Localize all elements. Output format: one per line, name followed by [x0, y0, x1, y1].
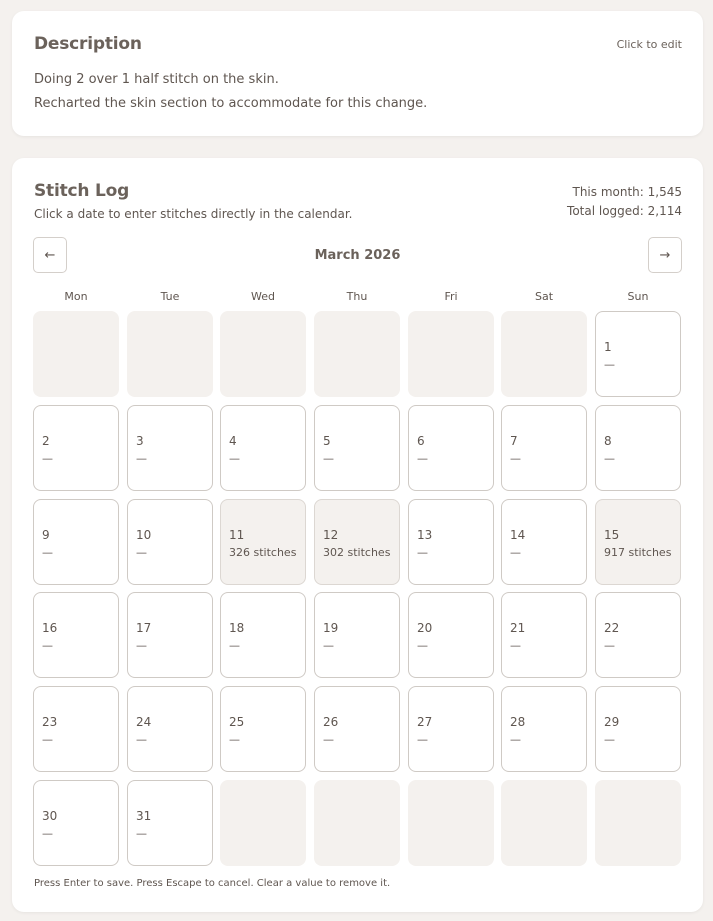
- keyboard-hint: Press Enter to save. Press Escape to cancel. Clear a value to remove it.: [34, 878, 391, 889]
- description-card: [12, 11, 703, 136]
- calendar-day-12[interactable]: [314, 499, 400, 585]
- day-number: 1: [604, 340, 612, 354]
- day-stitch-count: 917 stitches: [604, 546, 672, 559]
- day-number: 11: [229, 528, 245, 542]
- calendar-day-15[interactable]: [595, 499, 681, 585]
- day-stitch-count: —: [323, 452, 334, 465]
- calendar-day-24[interactable]: [127, 686, 213, 772]
- day-stitch-count: —: [229, 452, 240, 465]
- day-number: 24: [136, 715, 152, 729]
- day-stitch-count: —: [136, 827, 147, 840]
- weekday-label-sun: Sun: [627, 290, 649, 303]
- calendar-day-19[interactable]: [314, 592, 400, 678]
- calendar-day-7[interactable]: [501, 405, 587, 491]
- day-number: 21: [510, 621, 526, 635]
- day-number: 25: [229, 715, 245, 729]
- day-number: 18: [229, 621, 245, 635]
- description-text-line: Doing 2 over 1 half stitch on the skin.: [34, 72, 279, 87]
- day-number: 31: [136, 809, 152, 823]
- day-stitch-count: —: [604, 358, 615, 371]
- calendar-day-2[interactable]: [33, 405, 119, 491]
- day-stitch-count: —: [229, 733, 240, 746]
- day-stitch-count: —: [604, 452, 615, 465]
- weekday-label-mon: Mon: [64, 290, 88, 303]
- calendar-day-8[interactable]: [595, 405, 681, 491]
- weekday-label-fri: Fri: [444, 290, 458, 303]
- calendar-day-18[interactable]: [220, 592, 306, 678]
- description-text-line: Recharted the skin section to accommodate for this change.: [34, 96, 428, 111]
- day-stitch-count: —: [136, 546, 147, 559]
- calendar-day-29[interactable]: [595, 686, 681, 772]
- calendar-day-20[interactable]: [408, 592, 494, 678]
- calendar-day-27[interactable]: [408, 686, 494, 772]
- day-number: 29: [604, 715, 620, 729]
- day-number: 3: [136, 434, 144, 448]
- day-number: 13: [417, 528, 433, 542]
- day-stitch-count: —: [604, 639, 615, 652]
- day-stitch-count: —: [510, 733, 521, 746]
- day-number: 17: [136, 621, 152, 635]
- calendar-empty-cell: [314, 311, 400, 397]
- calendar-day-28[interactable]: [501, 686, 587, 772]
- this-month-total: This month: 1,545: [572, 185, 682, 199]
- calendar-day-23[interactable]: [33, 686, 119, 772]
- calendar-empty-cell: [501, 780, 587, 866]
- day-number: 2: [42, 434, 50, 448]
- calendar-empty-cell: [220, 780, 306, 866]
- day-stitch-count: —: [42, 733, 53, 746]
- day-number: 23: [42, 715, 58, 729]
- calendar-day-1[interactable]: [595, 311, 681, 397]
- day-number: 4: [229, 434, 237, 448]
- day-number: 26: [323, 715, 339, 729]
- day-stitch-count: —: [136, 639, 147, 652]
- day-stitch-count: —: [42, 452, 53, 465]
- day-number: 15: [604, 528, 620, 542]
- day-number: 12: [323, 528, 339, 542]
- day-stitch-count: —: [323, 733, 334, 746]
- day-stitch-count: 326 stitches: [229, 546, 297, 559]
- day-number: 14: [510, 528, 526, 542]
- calendar-empty-cell: [314, 780, 400, 866]
- calendar-empty-cell: [501, 311, 587, 397]
- day-stitch-count: —: [604, 733, 615, 746]
- arrow-left-icon: ←: [44, 247, 56, 263]
- weekday-label-sat: Sat: [534, 290, 554, 303]
- description-title: Description: [34, 34, 142, 54]
- day-number: 16: [42, 621, 58, 635]
- day-stitch-count: —: [417, 733, 428, 746]
- click-to-edit-link[interactable]: Click to edit: [616, 38, 682, 51]
- day-stitch-count: —: [510, 546, 521, 559]
- day-number: 8: [604, 434, 612, 448]
- calendar-empty-cell: [408, 311, 494, 397]
- calendar-day-10[interactable]: [127, 499, 213, 585]
- weekday-label-wed: Wed: [251, 290, 275, 303]
- stitch-log-title: Stitch Log: [34, 181, 130, 201]
- calendar-day-26[interactable]: [314, 686, 400, 772]
- calendar-empty-cell: [220, 311, 306, 397]
- day-stitch-count: —: [42, 827, 53, 840]
- calendar-day-9[interactable]: [33, 499, 119, 585]
- stitch-log-subtitle: Click a date to enter stitches directly in the calendar.: [34, 207, 353, 221]
- calendar-day-4[interactable]: [220, 405, 306, 491]
- arrow-right-icon: →: [659, 247, 671, 263]
- day-stitch-count: —: [136, 733, 147, 746]
- day-stitch-count: —: [229, 639, 240, 652]
- day-number: 20: [417, 621, 433, 635]
- calendar-day-17[interactable]: [127, 592, 213, 678]
- total-logged: Total logged: 2,114: [567, 204, 682, 218]
- day-stitch-count: —: [136, 452, 147, 465]
- calendar-day-3[interactable]: [127, 405, 213, 491]
- calendar-day-11[interactable]: [220, 499, 306, 585]
- day-number: 9: [42, 528, 50, 542]
- stitch-log-card: [12, 158, 703, 912]
- next-month-button[interactable]: [648, 237, 682, 273]
- calendar-empty-cell: [595, 780, 681, 866]
- calendar-day-22[interactable]: [595, 592, 681, 678]
- calendar-day-16[interactable]: [33, 592, 119, 678]
- day-stitch-count: —: [510, 639, 521, 652]
- weekday-label-tue: Tue: [160, 290, 180, 303]
- calendar-day-14[interactable]: [501, 499, 587, 585]
- day-number: 19: [323, 621, 339, 635]
- calendar-day-31[interactable]: [127, 780, 213, 866]
- day-stitch-count: —: [417, 639, 428, 652]
- day-stitch-count: —: [42, 639, 53, 652]
- day-stitch-count: —: [417, 546, 428, 559]
- calendar-day-25[interactable]: [220, 686, 306, 772]
- calendar-day-13[interactable]: [408, 499, 494, 585]
- calendar-empty-cell: [408, 780, 494, 866]
- day-number: 7: [510, 434, 518, 448]
- day-number: 28: [510, 715, 526, 729]
- day-number: 30: [42, 809, 58, 823]
- calendar-day-5[interactable]: [314, 405, 400, 491]
- day-stitch-count: —: [510, 452, 521, 465]
- day-number: 5: [323, 434, 331, 448]
- calendar-day-21[interactable]: [501, 592, 587, 678]
- calendar-empty-cell: [33, 311, 119, 397]
- day-stitch-count: —: [323, 639, 334, 652]
- day-stitch-count: —: [42, 546, 53, 559]
- weekday-label-thu: Thu: [346, 290, 368, 303]
- calendar-day-30[interactable]: [33, 780, 119, 866]
- day-number: 6: [417, 434, 425, 448]
- day-stitch-count: —: [417, 452, 428, 465]
- day-stitch-count: 302 stitches: [323, 546, 391, 559]
- day-number: 22: [604, 621, 620, 635]
- month-label: March 2026: [314, 248, 401, 263]
- calendar-day-6[interactable]: [408, 405, 494, 491]
- calendar-empty-cell: [127, 311, 213, 397]
- day-number: 27: [417, 715, 433, 729]
- day-number: 10: [136, 528, 152, 542]
